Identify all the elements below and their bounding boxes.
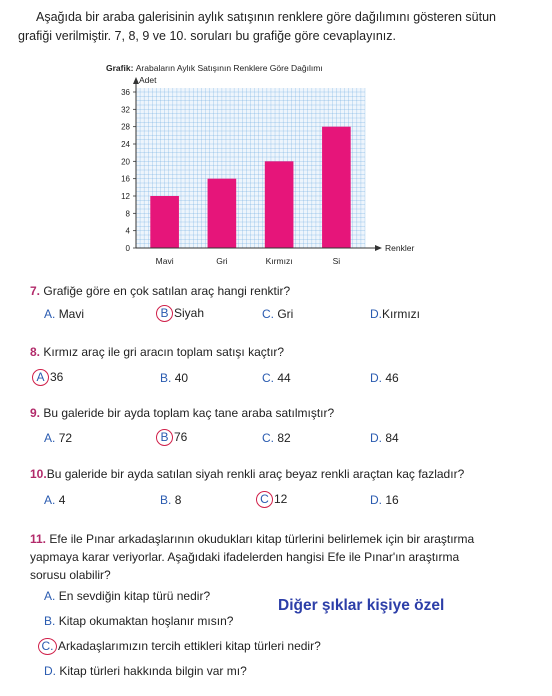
bar-0: [150, 196, 179, 248]
q7-option-c[interactable]: C. Gri: [262, 307, 294, 321]
q11-option-d[interactable]: D. Kitap türleri hakkında bilgin var mı?: [44, 664, 247, 678]
x-axis-label: Renkler: [385, 243, 415, 253]
q9-option-a[interactable]: A. 72: [44, 431, 73, 445]
intro-line-2: grafiği verilmiştir. 7, 8, 9 ve 10. soruları bu grafiğe göre cevaplayınız.: [18, 29, 396, 43]
y-tick-label: 32: [121, 105, 130, 115]
q7-option-b[interactable]: B Siyah: [156, 305, 204, 322]
q9-option-d[interactable]: D. 84: [370, 431, 399, 445]
question-10-text: Bu galeride bir ayda satılan siyah renkli araç beyaz renkli araçtan kaç fazladır?: [46, 467, 465, 481]
q8-option-c[interactable]: C. 44: [262, 371, 291, 385]
q8-option-b[interactable]: B. 40: [160, 371, 189, 385]
y-tick-label: 8: [125, 209, 130, 219]
q9-option-b[interactable]: B 76: [156, 429, 187, 446]
answer-circle: A: [32, 369, 49, 386]
q10-option-a[interactable]: A. 4: [44, 493, 66, 507]
question-9-number: 9.: [30, 406, 41, 420]
q8-option-a[interactable]: A 36: [32, 369, 63, 386]
bar-1: [208, 179, 237, 248]
x-axis-arrow: [375, 245, 382, 251]
answer-circle: B: [156, 305, 173, 322]
y-tick-label: 4: [125, 226, 130, 236]
q10-option-b[interactable]: B. 8: [160, 493, 182, 507]
x-tick-label: Gri: [216, 256, 228, 266]
x-tick-label: Kırmızı: [265, 256, 293, 266]
q8-option-d[interactable]: D. 46: [370, 371, 399, 385]
q7-option-a[interactable]: A. Mavi: [44, 307, 85, 321]
question-7-text: Grafiğe göre en çok satılan araç hangi renktir?: [43, 284, 291, 298]
question-8-text: Kırmız araç ile gri aracın toplam satışı kaçtır?: [43, 345, 285, 359]
q10-option-d[interactable]: D. 16: [370, 493, 399, 507]
q10-option-c[interactable]: C 12: [256, 491, 287, 508]
bar-chart: [100, 58, 430, 273]
q9-option-c[interactable]: C. 82: [262, 431, 291, 445]
question-7-number: 7.: [30, 284, 41, 298]
question-8-number: 8.: [30, 345, 41, 359]
answer-circle: C: [256, 491, 273, 508]
y-tick-label: 28: [121, 122, 130, 132]
q11-option-a[interactable]: A. En sevdiğin kitap türü nedir?: [44, 589, 211, 603]
chart-title-text: Arabaların Aylık Satışının Renklere Göre Dağılımı: [135, 63, 323, 73]
question-10: [30, 467, 464, 481]
chart-title-prefix: Grafik:: [106, 63, 136, 73]
answer-circle: C.: [38, 638, 57, 655]
x-tick-label: Mavi: [155, 256, 174, 266]
answer-circle: B: [156, 429, 173, 446]
bar-3: [322, 127, 351, 248]
y-tick-label: 36: [121, 88, 130, 97]
y-axis-label: Adet: [139, 75, 157, 85]
bar-2: [265, 161, 294, 248]
bar-chart-svg: [100, 58, 430, 273]
y-tick-label: 20: [121, 157, 130, 167]
question-7: [30, 284, 290, 298]
question-11-number: 11.: [30, 532, 47, 546]
y-tick-label: 16: [121, 174, 130, 184]
q11-option-c[interactable]: C. Arkadaşlarımızın tercih ettikleri kitap türleri nedir?: [38, 638, 321, 655]
question-8: [30, 345, 284, 359]
question-10-number: 10.: [30, 467, 47, 481]
y-tick-label: 12: [121, 192, 130, 201]
y-tick-label: 24: [121, 140, 130, 149]
question-9: [30, 406, 334, 420]
question-11: 11. Efe ile Pınar arkadaşlarının okudukları kitap türlerini belirlemek için bir araştırma yapmaya karar veriyorlar. Aşağıdaki ifadelerden hangisi Efe ile Pınar'ın araştırma sorusu olabilir?: [30, 532, 475, 582]
x-tick-label: Si: [332, 256, 341, 266]
intro-line-1: Aşağıda bir araba galerisinin aylık satışının renklere göre dağılımını gösteren sütun: [36, 10, 496, 24]
chart-title: [106, 63, 323, 73]
y-tick-label: 0: [125, 244, 130, 253]
q7-option-d[interactable]: D.Kırmızı: [370, 307, 420, 321]
handwritten-note: Diğer şıklar kişiye özel: [278, 597, 445, 614]
intro-text: [18, 8, 538, 46]
q11-option-b[interactable]: B. Kitap okumaktan hoşlanır mısın?: [44, 614, 234, 628]
question-9-text: Bu galeride bir ayda toplam kaç tane araba satılmıştır?: [43, 406, 335, 420]
